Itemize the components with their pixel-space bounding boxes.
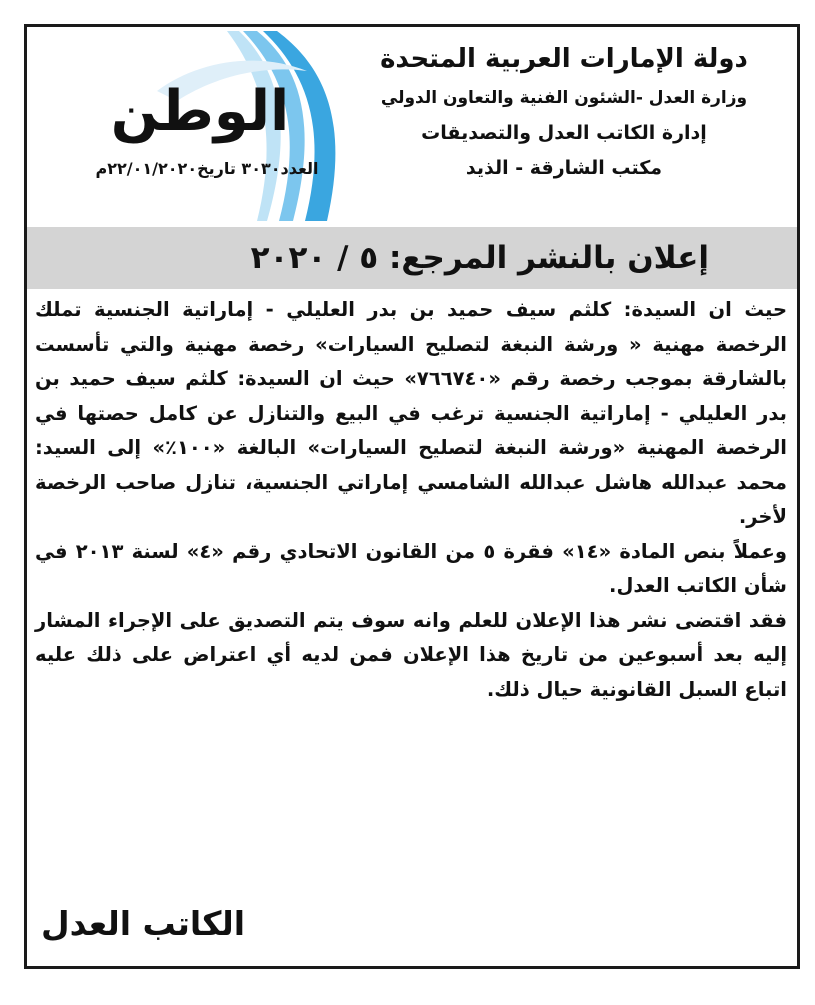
newspaper-name: الوطن (110, 79, 290, 144)
signature: الكاتب العدل (41, 904, 246, 943)
issuer-block (349, 41, 779, 185)
announcement-header (27, 27, 797, 227)
announcement-body (35, 293, 787, 707)
announcement-frame (24, 24, 800, 969)
announcement-title: إعلان بالنشر المرجع: ٥ / ٢٠٢٠ (250, 240, 709, 276)
country-name: دولة الإمارات العربية المتحدة (380, 44, 748, 74)
body-paragraph-3: فقد اقتضى نشر هذا الإعلان للعلم وانه سوف يتم التصديق على الإجراء المشار إليه بعد أسبوعين من تاريخ هذا الإعلان فمن لديه أي اعتراض على ذلك عليه اتباع السبل القانونية حيال ذلك. (35, 608, 787, 701)
title-band (27, 227, 797, 289)
body-paragraph-1: حيث ان السيدة: كلثم سيف حميد بن بدر العليلي - إماراتية الجنسية تملك الرخصة مهنية « ورشة النبغة لتصليح السيارات» رخصة مهنية والتي تأسست بالشارقة بموجب رخصة رقم «٧٦٦٧٤٠» حيث ان السيدة: كلثم سيف حميد بن بدر العليلي - إماراتية الجنسية ترغب في البيع والتنازل عن كامل حصتها في الرخصة المهنية «ورشة النبغة لتصليح السيارات» البالغة «١٠٠٪» إلى السيد: محمد عبدالله هاشل عبدالله الشامسي إماراتي الجنسية، تنازل صاحب الرخصة لأخر. (35, 298, 787, 528)
newspaper-logo (67, 31, 357, 221)
issue-date: العدد٣٠٣٠ تاريخ٢٢/٠١/٢٠٢٠م (95, 159, 319, 178)
ministry-name: وزارة العدل -الشئون الفنية والتعاون الدولي (380, 88, 748, 108)
body-paragraph-2: وعملاً بنص المادة «١٤» فقرة ٥ من القانون الاتحادي رقم «٤» لسنة ٢٠١٣ في شأن الكاتب العدل. (35, 539, 787, 597)
department-name: إدارة الكاتب العدل والتصديقات (421, 122, 707, 144)
office-name: مكتب الشارقة - الذيد (465, 157, 663, 179)
